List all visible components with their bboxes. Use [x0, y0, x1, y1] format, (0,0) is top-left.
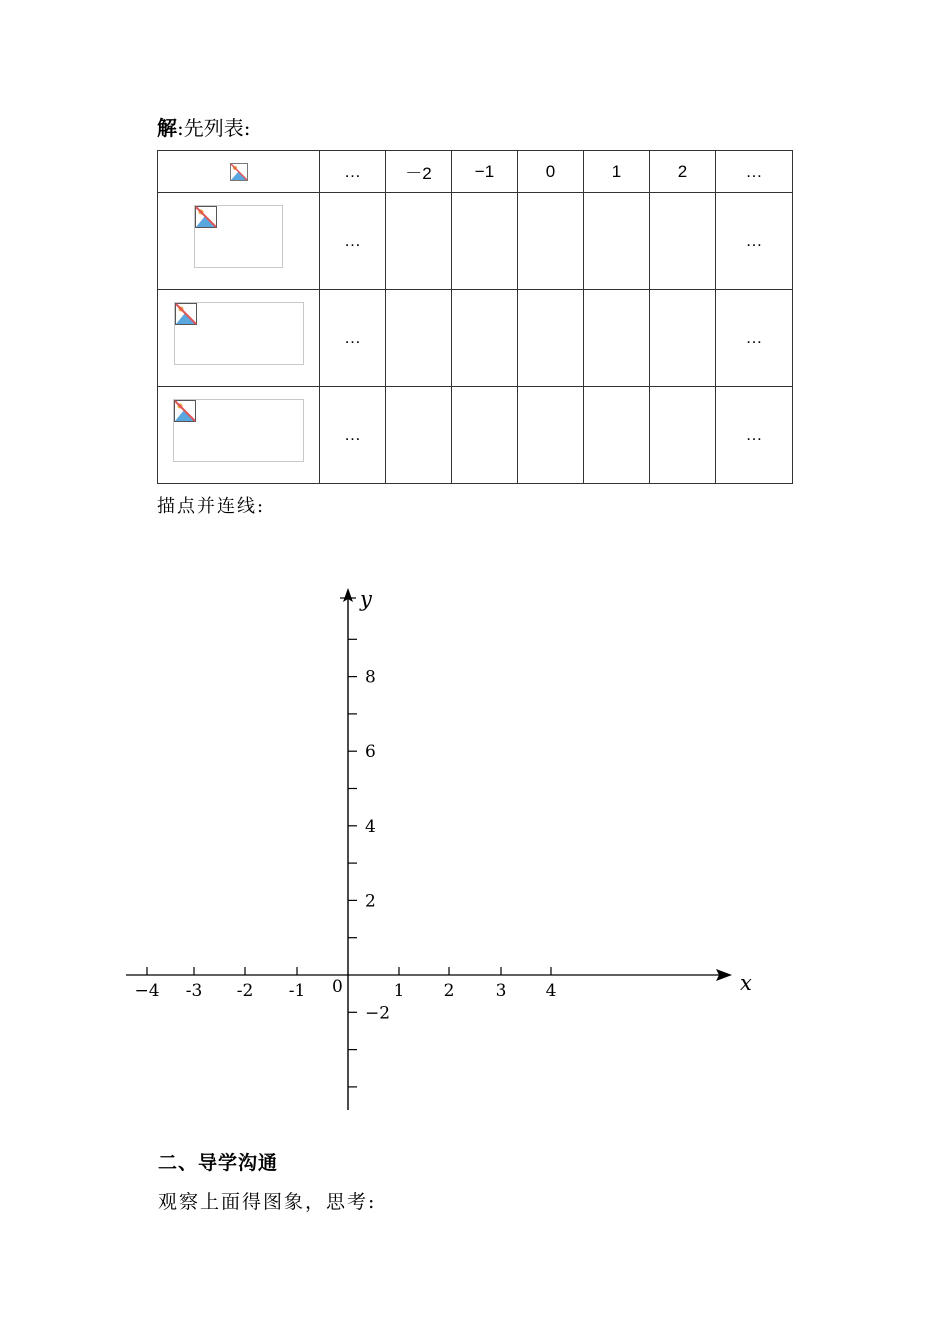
x-tick-label: -3 — [185, 981, 203, 1001]
intro-text: :先列表: — [177, 116, 251, 140]
y-tick-label: 4 — [365, 816, 376, 837]
x-tick-label: 2 — [443, 981, 455, 1001]
table-header-cell: … — [716, 151, 793, 193]
y-axis-label: y — [360, 587, 372, 611]
y-tick-label: 6 — [365, 742, 376, 763]
x-axis-label: x — [740, 971, 752, 995]
paragraph: 观察上面得图象，思考: — [158, 1191, 377, 1213]
x-tick-label: 1 — [393, 981, 405, 1001]
table-cell: … — [320, 387, 386, 484]
x-tick-label: 4 — [545, 981, 557, 1001]
table-header-cell: 2 — [650, 151, 716, 193]
table-header-cell: 0 — [518, 151, 584, 193]
y-tick-label: 8 — [365, 667, 376, 688]
table-cell: … — [716, 193, 793, 290]
x-tick-label: -2 — [236, 981, 254, 1001]
x-tick-label: -1 — [288, 981, 306, 1001]
section-title: 二、导学沟通 — [158, 1152, 279, 1174]
plot-instruction: 描点并连线: — [157, 496, 266, 517]
table-header-cell: －2 — [386, 151, 452, 193]
x-tick-label: 3 — [495, 981, 507, 1001]
table-cell: … — [716, 290, 793, 387]
table-header-cell: 1 — [584, 151, 650, 193]
y-tick-label: −2 — [365, 1003, 391, 1024]
table-cell: … — [716, 387, 793, 484]
table-cell: … — [320, 193, 386, 290]
origin-label: 0 — [332, 977, 343, 997]
table-header-cell: −1 — [452, 151, 518, 193]
intro-bold: 解 — [157, 116, 177, 140]
table-header-cell: … — [320, 151, 386, 193]
y-tick-label: 2 — [365, 891, 376, 912]
table-cell: … — [320, 290, 386, 387]
x-tick-label: −4 — [134, 981, 160, 1001]
